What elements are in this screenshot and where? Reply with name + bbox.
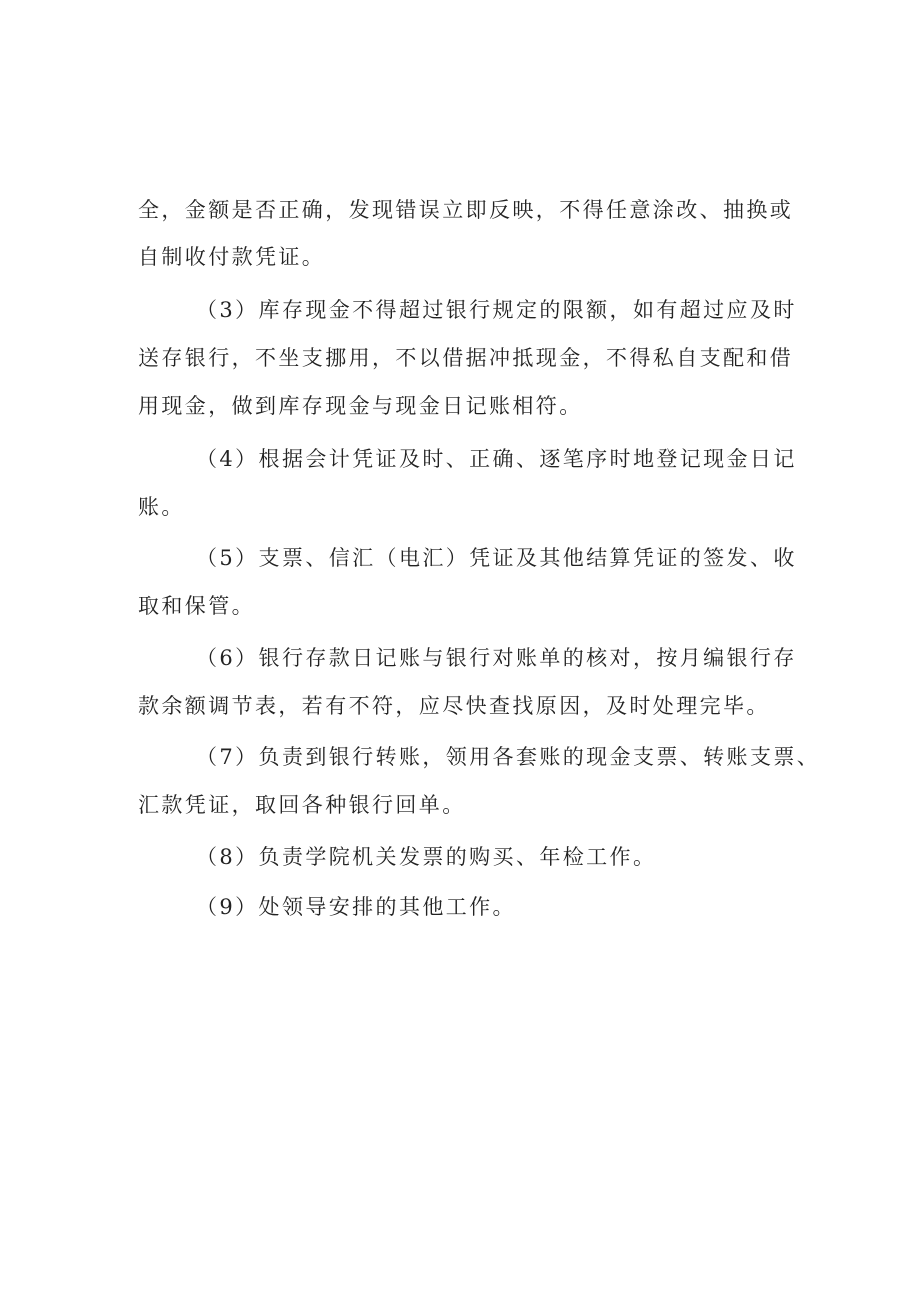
paragraph-line: 汇款凭证，取回各种银行回单。 bbox=[138, 793, 466, 817]
paragraph-line: （7）负责到银行转账，领用各套账的现金支票、转账支票、 bbox=[196, 745, 821, 769]
paragraph-line: （3）库存现金不得超过银行规定的限额，如有超过应及时 bbox=[196, 298, 797, 322]
paragraph-line: （8）负责学院机关发票的购买、年检工作。 bbox=[196, 845, 657, 869]
paragraph-line: 款余额调节表，若有不符，应尽快查找原因，及时处理完毕。 bbox=[138, 694, 770, 718]
paragraph-line: （4）根据会计凭证及时、正确、逐笔序时地登记现金日记 bbox=[196, 447, 797, 471]
paragraph-line: 取和保管。 bbox=[138, 594, 255, 618]
paragraph-line: 账。 bbox=[138, 495, 185, 519]
paragraph-line: （5）支票、信汇（电汇）凭证及其他结算凭证的签发、收 bbox=[196, 546, 797, 570]
paragraph-line: （9）处领导安排的其他工作。 bbox=[196, 895, 516, 919]
paragraph-line: 自制收付款凭证。 bbox=[138, 245, 326, 269]
paragraph-line: 用现金，做到库存现金与现金日记账相符。 bbox=[138, 394, 583, 418]
paragraph-line: 送存银行，不坐支挪用，不以借据冲抵现金，不得私自支配和借 bbox=[138, 346, 794, 370]
paragraph-line: 全，金额是否正确，发现错误立即反映，不得任意涂改、抽换或 bbox=[138, 198, 794, 222]
paragraph-line: （6）银行存款日记账与银行对账单的核对，按月编银行存 bbox=[196, 646, 797, 670]
